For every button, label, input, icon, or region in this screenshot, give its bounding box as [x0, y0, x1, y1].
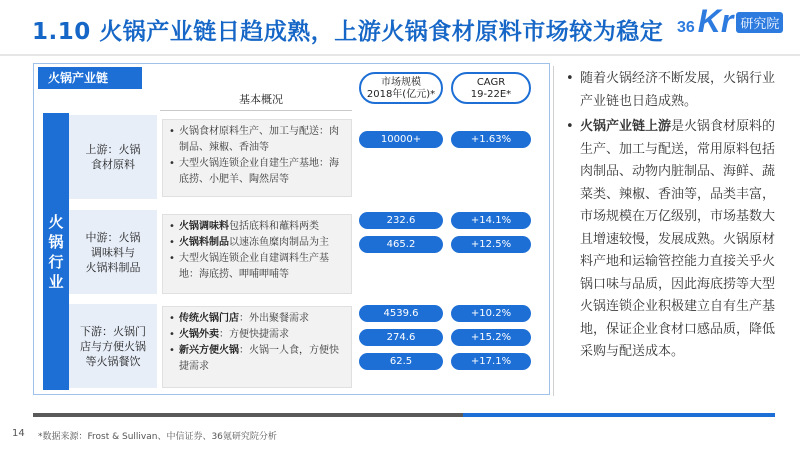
footer-bar-dark	[33, 413, 463, 417]
list-item-text: ：方便快捷需求	[219, 329, 289, 340]
list-item-bold: 火锅调味料	[179, 221, 229, 232]
chain-label: 火锅产业链	[38, 67, 142, 89]
segment-upstream-label: 上游：火锅 食材原料	[85, 143, 141, 171]
data-source-note: *数据来源：Frost & Sullivan、中信证券、36氪研究院分析	[38, 432, 277, 442]
list-item	[169, 156, 345, 188]
list-item-bold: 传统火锅门店	[179, 313, 239, 324]
brand-logo	[677, 3, 783, 39]
analysis-text	[566, 68, 786, 367]
list-item	[169, 251, 345, 283]
downstream-cagr-value-3: +17.1%	[451, 353, 531, 370]
midstream-overview	[162, 214, 352, 294]
downstream-size-value-1: 4539.6	[359, 305, 443, 322]
overview-header: 基本概况	[239, 93, 283, 106]
column-divider	[553, 66, 554, 396]
list-item-text: ：火锅一人食，方便快捷需求	[179, 345, 339, 372]
title-divider	[0, 54, 800, 56]
overview-header-underline	[160, 110, 352, 111]
upstream-cagr-value: +1.63%	[451, 131, 531, 148]
segment-midstream	[69, 210, 157, 294]
list-item	[169, 343, 345, 375]
midstream-cagr-value-1: +14.1%	[451, 212, 531, 229]
bullet-bold: 火锅产业链上游	[580, 119, 672, 134]
list-item-text: 大型火锅连锁企业自建调料生产基地：海底捞、呷哺呷哺等	[179, 253, 329, 280]
bullet-text: 随着火锅经济不断发展，火锅行业产业链也日趋成熟。	[580, 71, 776, 109]
downstream-size-value-3: 62.5	[359, 353, 443, 370]
list-item-text: 以速冻鱼糜肉制品为主	[229, 237, 329, 248]
downstream-size-value-2: 274.6	[359, 329, 443, 346]
downstream-cagr-value-2: +15.2%	[451, 329, 531, 346]
downstream-overview	[162, 306, 352, 388]
bullet-item	[566, 68, 786, 113]
list-item-bold: 火锅料制品	[179, 237, 229, 248]
upstream-size-value: 10000+	[359, 131, 443, 148]
segment-midstream-label: 中游：火锅 调味料与 火锅料制品	[85, 230, 141, 274]
cagr-header-text: CAGR 19-22E*	[470, 77, 512, 100]
page-number: 14	[12, 428, 25, 439]
downstream-cagr-value-1: +10.2%	[451, 305, 531, 322]
list-item-bold: 新兴方便火锅	[179, 345, 239, 356]
list-item	[169, 124, 345, 156]
market-size-header-text: 市场规模 2018年(亿元)*	[366, 77, 436, 100]
list-item	[169, 327, 345, 343]
list-item	[169, 235, 345, 251]
segment-downstream	[69, 304, 157, 388]
list-item	[169, 219, 345, 235]
segment-upstream	[69, 115, 157, 199]
midstream-size-value-1: 232.6	[359, 212, 443, 229]
market-size-header	[359, 72, 443, 104]
cagr-header	[451, 72, 531, 104]
list-item-text: 包括底料和蘸料两类	[229, 221, 319, 232]
list-item	[169, 311, 345, 327]
list-item-text: ：外出聚餐需求	[239, 313, 309, 324]
logo-research-label: 研究院	[736, 12, 783, 33]
bullet-item	[566, 116, 786, 364]
bullet-text: 是火锅食材原料的生产、加工与配送，常用原料包括肉制品、动物内脏制品、海鲜、蔬菜类、辣椒、香油等，品类丰富，市场规模在万亿级别，市场基数大且增速较慢，发展成熟。火锅原材料产地和运输管控能力直接关乎火锅口味与品质，因此海底捞等大型火锅连锁企业积极建立自有生产基地，保证企业食材口感品质，降低采购与配送成本。	[580, 119, 776, 359]
segment-downstream-label: 下游：火锅门 店与方便火锅 等火锅餐饮	[80, 324, 146, 368]
footer-bar-blue	[463, 413, 775, 417]
list-item-text: 大型火锅连锁企业自建生产基地：海底捞、小肥羊、陶然居等	[179, 158, 339, 185]
logo-kr: Kr	[697, 3, 734, 39]
midstream-cagr-value-2: +12.5%	[451, 236, 531, 253]
list-item-text: 火锅食材原料生产、加工与配送：肉制品、辣椒、香油等	[179, 126, 339, 153]
industry-label	[43, 113, 69, 390]
upstream-overview	[162, 119, 352, 197]
industry-label-text: 火 锅 行 业	[48, 212, 64, 291]
page-title: 1.10 火锅产业链日趋成熟，上游火锅食材原料市场较为稳定	[32, 19, 664, 45]
list-item-bold: 火锅外卖	[179, 329, 219, 340]
midstream-size-value-2: 465.2	[359, 236, 443, 253]
logo-number: 36	[677, 19, 695, 36]
